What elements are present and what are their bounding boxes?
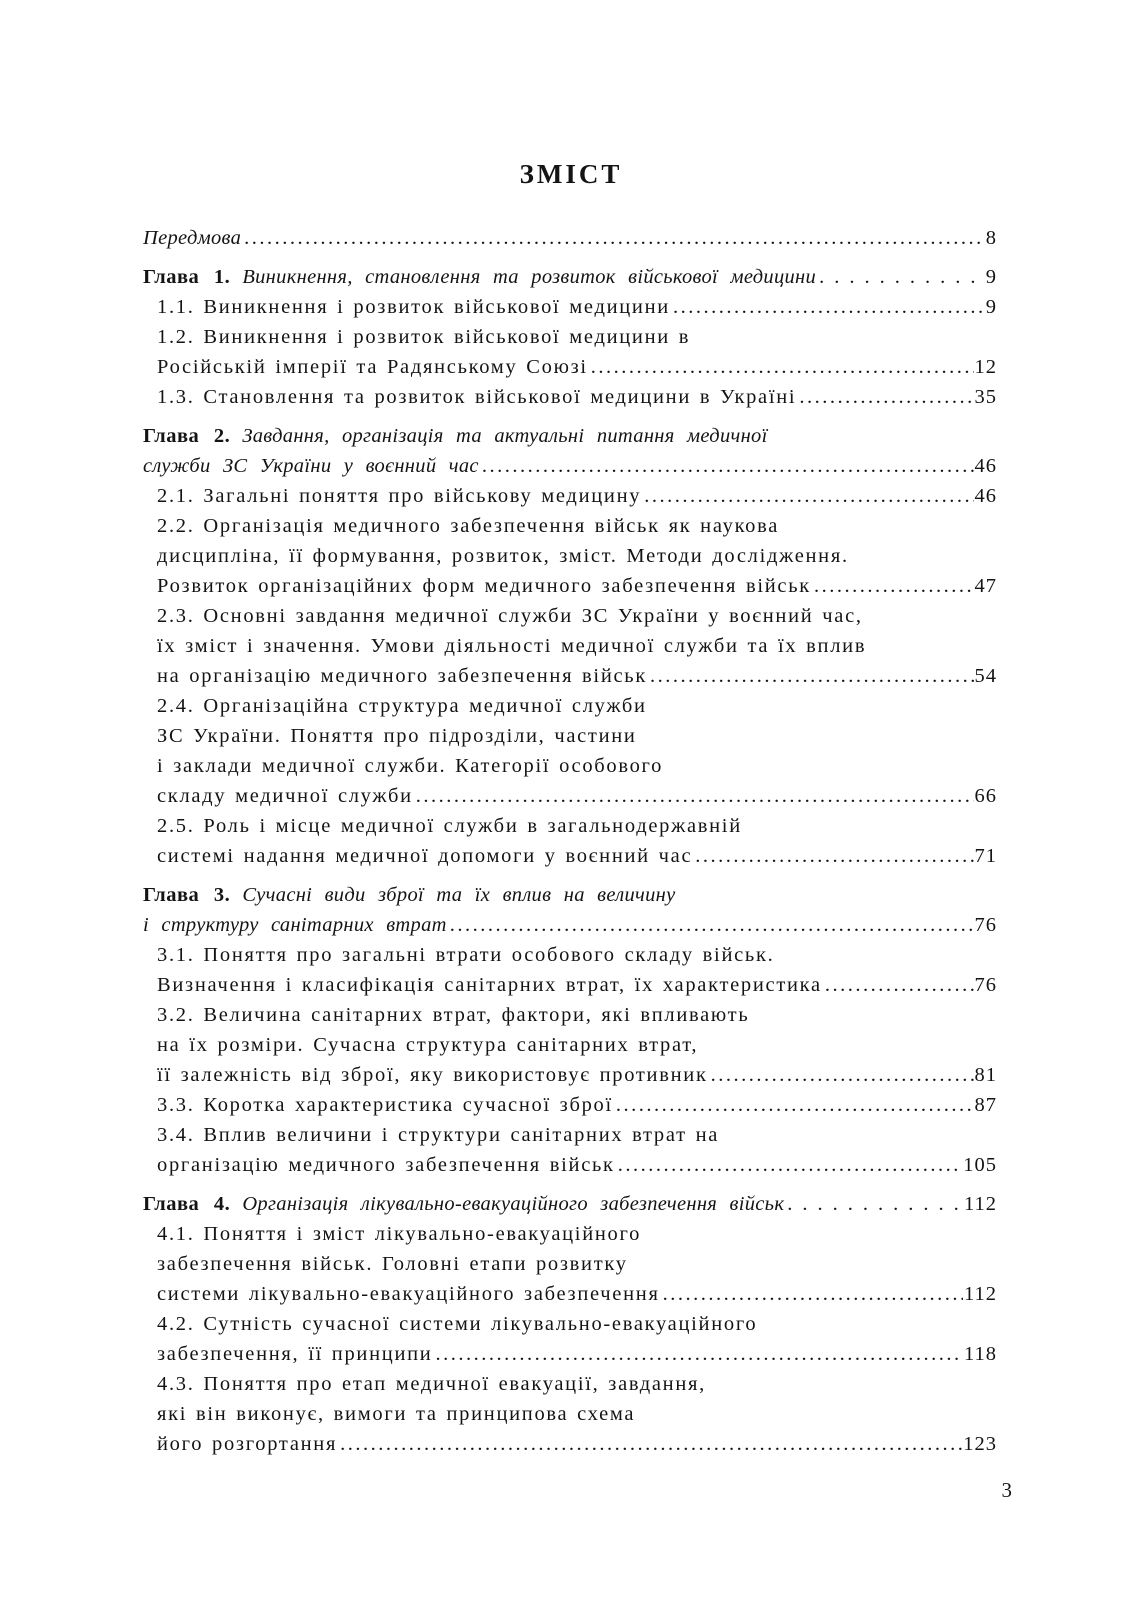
toc-entry-text: служби ЗС України у воєнний час	[143, 455, 479, 477]
toc-entry-text: забезпечення, її принципи	[157, 1343, 433, 1365]
toc-entry	[143, 1090, 997, 1120]
toc-entry-text: Російській імперії та Радянському Союзі	[157, 356, 588, 378]
dot-leader	[814, 571, 974, 601]
toc-entry	[143, 1369, 997, 1399]
toc-entry	[143, 1429, 997, 1459]
toc-entry	[143, 661, 997, 691]
toc-entry-page: 118	[964, 1343, 997, 1365]
toc-entry	[143, 970, 997, 1000]
toc-entry-text: і структуру санітарних втрат	[143, 914, 447, 936]
dot-leader	[450, 910, 974, 940]
toc-entry	[143, 631, 997, 661]
dot-leader	[435, 1339, 963, 1369]
toc-entry-page: 87	[974, 1094, 997, 1116]
toc-entry-text: 2.5. Роль і місце медичної служби в загальнодержавній	[157, 815, 742, 837]
toc-entry-text: на їх розміри. Сучасна структура санітарних втрат,	[157, 1034, 699, 1056]
page-number: 3	[1001, 1478, 1012, 1502]
toc-entry-text: 2.3. Основні завдання медичної служби ЗС України у воєнний час,	[157, 605, 863, 627]
toc-entry-page: 54	[974, 665, 997, 687]
toc-entry	[143, 1120, 997, 1150]
dot-leader	[340, 1429, 962, 1459]
chapter-label: Глава 3.	[143, 884, 231, 906]
toc-entry-page: 81	[974, 1064, 997, 1086]
toc-entry-text: 3.1. Поняття про загальні втрати особового складу військ.	[157, 944, 775, 966]
toc-entry-page: 123	[963, 1433, 997, 1455]
toc-entry	[143, 940, 997, 970]
chapter-label: Глава 2.	[143, 425, 231, 447]
dot-leader	[244, 223, 985, 253]
dot-leader	[416, 781, 974, 811]
toc-entry-text: 3.3. Коротка характеристика сучасної зброї	[157, 1094, 613, 1116]
toc-entry	[143, 781, 997, 811]
dot-leader	[663, 1279, 963, 1309]
toc-entry-page: 112	[964, 1283, 997, 1305]
dot-leader	[616, 1090, 974, 1120]
dot-leader	[650, 661, 974, 691]
toc-entry	[143, 1219, 997, 1249]
toc-entry-text: 2.2. Організація медичного забезпечення військ як наукова	[157, 515, 780, 537]
toc-entry	[143, 481, 997, 511]
toc-entry	[143, 1150, 997, 1180]
toc-entry	[143, 721, 997, 751]
toc-entry	[143, 691, 997, 721]
toc-entry-page: 8	[985, 227, 997, 249]
toc-entry-text: 3.2. Величина санітарних втрат, фактори, які впливають	[157, 1004, 750, 1026]
toc-entry	[143, 751, 997, 781]
toc-entry-page: 47	[974, 575, 997, 597]
toc-entry-text: системи лікувально-евакуаційного забезпечення	[157, 1283, 660, 1305]
toc-entry-text: Сучасні види зброї та їх вплив на величину	[242, 884, 676, 906]
toc-entry-text: 4.2. Сутність сучасної системи лікувально-евакуаційного	[157, 1313, 758, 1335]
toc-entry-text: 4.1. Поняття і зміст лікувально-евакуаційного	[157, 1223, 642, 1245]
toc-entry-text: Визначення і класифікація санітарних втрат, їх характеристика	[157, 974, 822, 996]
toc-entry-page: 71	[974, 845, 997, 867]
toc-entry-text: Виникнення, становлення та розвиток військової медицини	[242, 266, 817, 288]
toc-entry	[143, 1030, 997, 1060]
toc-entry-page: 9	[985, 266, 997, 288]
toc-entry-page: 76	[974, 914, 997, 936]
toc-entry	[143, 811, 997, 841]
toc-entry	[143, 910, 997, 940]
chapter-label: Глава 1.	[143, 266, 231, 288]
dot-leader	[618, 1150, 963, 1180]
toc-entry	[143, 1249, 997, 1279]
page-title: ЗМІСТ	[519, 159, 623, 189]
toc-entry	[143, 1309, 997, 1339]
chapter-label: Глава 4.	[143, 1193, 231, 1215]
toc-entry	[143, 880, 997, 910]
toc-entry-text: його розгортання	[157, 1433, 338, 1455]
dot-leader	[711, 1060, 974, 1090]
toc-entry-text: 4.3. Поняття про етап медичної евакуації, завдання,	[157, 1373, 706, 1395]
toc-entry-text: 1.2. Виникнення і розвиток військової медицини в	[157, 326, 691, 348]
toc-entry-text: складу медичної служби	[157, 785, 413, 807]
toc-entry-text: Розвиток організаційних форм медичного забезпечення військ	[157, 575, 811, 597]
dot-leader	[819, 262, 985, 292]
dot-leader	[799, 382, 973, 412]
toc-entry	[143, 1000, 997, 1030]
toc-entry	[143, 541, 997, 571]
toc-entry-text: її залежність від зброї, яку використовує противник	[157, 1064, 708, 1086]
toc-entry-page: 35	[974, 386, 997, 408]
toc-entry	[143, 352, 997, 382]
toc-entry-text: Організація лікувально-евакуаційного забезпечення військ	[242, 1193, 785, 1215]
toc-entry-text: Передмова	[143, 227, 242, 249]
toc-entry-text: організацію медичного забезпечення військ	[157, 1154, 615, 1176]
toc-entry-page: 66	[974, 785, 997, 807]
dot-leader	[591, 352, 974, 382]
toc-entry-page: 105	[963, 1154, 997, 1176]
toc-entry	[143, 1060, 997, 1090]
toc-entry	[143, 451, 997, 481]
dot-leader	[644, 481, 973, 511]
toc-entry	[143, 601, 997, 631]
toc-entry-page: 112	[964, 1193, 997, 1215]
dot-leader	[482, 451, 974, 481]
toc-entry	[143, 841, 997, 871]
toc-entry-text: системі надання медичної допомоги у воєнний час	[157, 845, 693, 867]
toc-entry-text: Завдання, організація та актуальні питання медичної	[242, 425, 768, 447]
toc-entry-text: 2.4. Організаційна структура медичної служби	[157, 695, 647, 717]
toc-entry-page: 76	[974, 974, 997, 996]
dot-leader	[787, 1189, 963, 1219]
toc-entry-page: 9	[985, 296, 997, 318]
toc-entry-text: на організацію медичного забезпечення військ	[157, 665, 647, 687]
toc-entry-text: які він виконує, вимоги та принципова схема	[157, 1403, 636, 1425]
toc-entry-text: 2.1. Загальні поняття про військову медицину	[157, 485, 642, 507]
toc-entry	[143, 571, 997, 601]
toc-entry-text: 1.3. Становлення та розвиток військової медицини в Україні	[157, 386, 797, 408]
toc-entry	[143, 262, 997, 292]
toc-entry	[143, 292, 997, 322]
toc-entry-text: 1.1. Виникнення і розвиток військової медицини	[157, 296, 670, 318]
toc-entry	[143, 511, 997, 541]
toc-entry	[143, 322, 997, 352]
toc-entry-text: дисципліна, її формування, розвиток, зміст. Методи дослідження.	[157, 545, 849, 567]
toc-entry	[143, 1399, 997, 1429]
toc-entry-text: забезпечення військ. Головні етапи розвитку	[157, 1253, 628, 1275]
dot-leader	[825, 970, 974, 1000]
toc-entry	[143, 223, 997, 253]
toc-entry-page: 12	[974, 356, 997, 378]
toc-entry-text: їх зміст і значення. Умови діяльності медичної служби та їх вплив	[157, 635, 867, 657]
toc-entry-page: 46	[974, 485, 997, 507]
table-of-contents	[143, 223, 997, 1459]
toc-entry-text: ЗС України. Поняття про підрозділи, частини	[157, 725, 637, 747]
toc-entry	[143, 1189, 997, 1219]
toc-entry-text: 3.4. Вплив величини і структури санітарних втрат на	[157, 1124, 720, 1146]
toc-entry	[143, 421, 997, 451]
toc-entry	[143, 1279, 997, 1309]
dot-leader	[673, 292, 985, 322]
toc-entry-text: і заклади медичної служби. Категорії особового	[157, 755, 664, 777]
toc-entry-page: 46	[974, 455, 997, 477]
toc-entry	[143, 1339, 997, 1369]
dot-leader	[695, 841, 973, 871]
toc-entry	[143, 382, 997, 412]
